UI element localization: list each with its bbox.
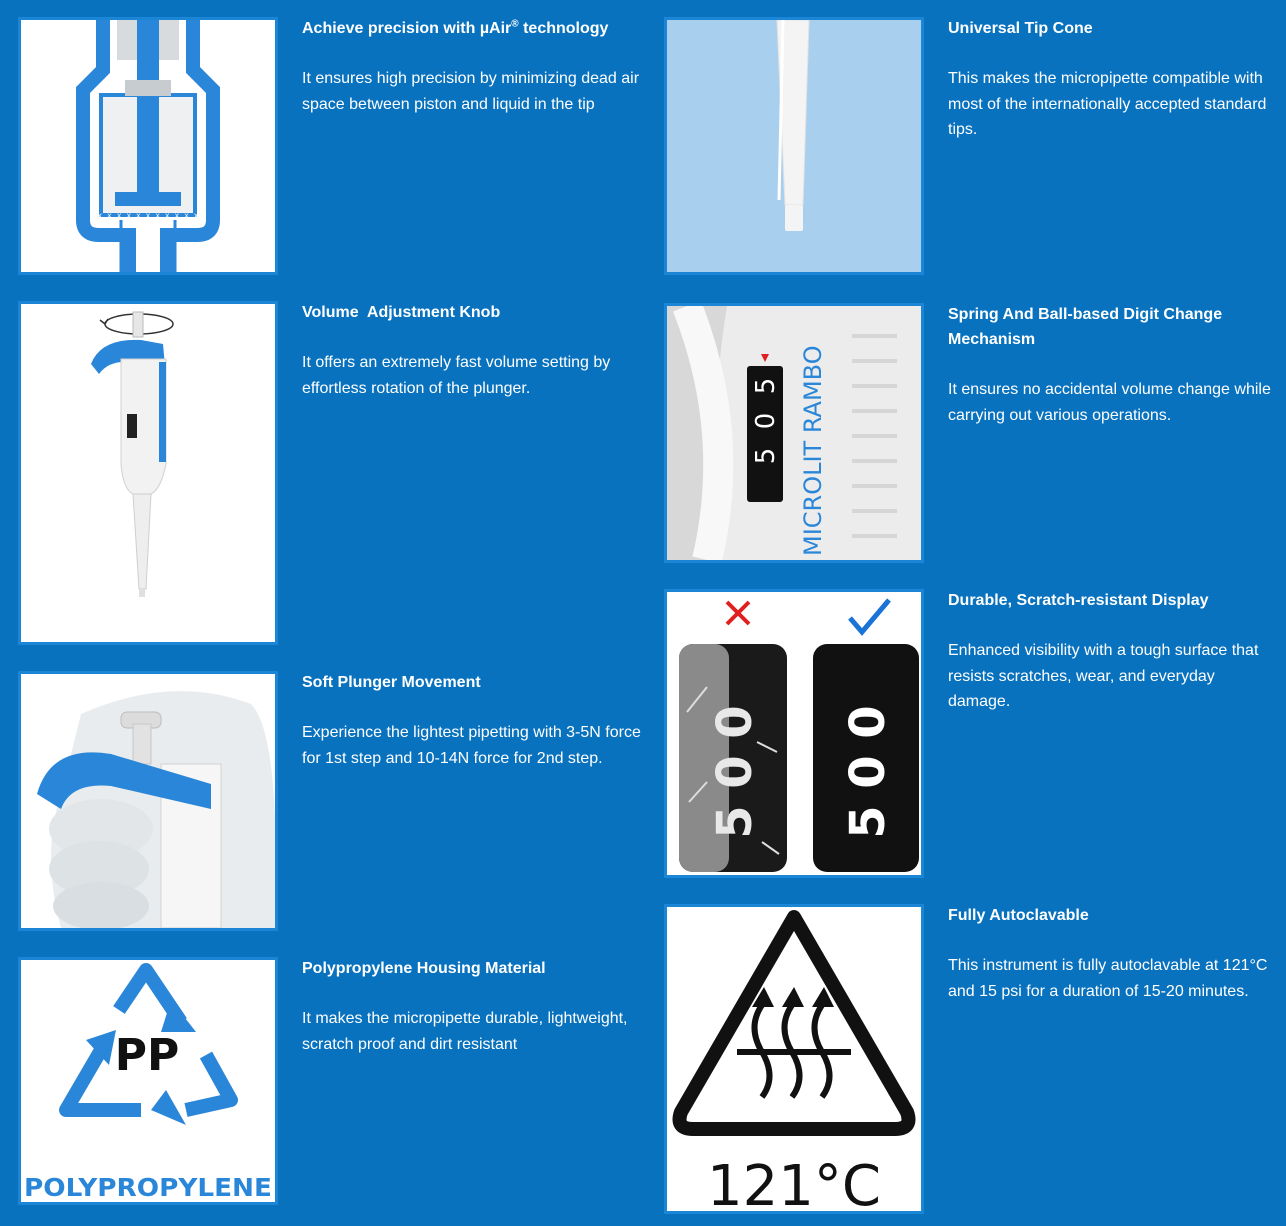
scratched-digit: 0	[707, 755, 763, 789]
display-comparison-image	[664, 589, 924, 878]
recycle-pp-icon	[21, 960, 275, 1202]
feature-digit-mechanism	[948, 302, 1273, 428]
counter-digit: 5	[751, 447, 781, 465]
feature-description: It ensures no accidental volume change while carrying out various operations.	[948, 381, 1271, 424]
feature-volume-knob	[302, 300, 642, 401]
feature-description: Experience the lightest pipetting with 3-5N force for 1st step and 10-14N force for 2nd step.	[302, 724, 641, 767]
temperature-label: 121°C	[707, 1154, 881, 1211]
feature-title: Spring And Ball-based Digit Change Mechanism	[948, 306, 1223, 348]
tip-cone-icon	[667, 20, 921, 272]
feature-soft-plunger	[302, 670, 642, 771]
feature-description: This instrument is fully autoclavable at 121°C and 15 psi for a duration of 15-20 minutes.	[948, 957, 1268, 1000]
feature-description: Enhanced visibility with a tough surface that resists scratches, wear, and everyday damage.	[948, 642, 1259, 710]
pp-code: PP	[114, 1030, 180, 1081]
feature-title: Achieve precision with µAir® technology	[302, 18, 609, 37]
brand-label: MICROLIT RAMBO	[799, 345, 827, 556]
micropipette-image	[18, 301, 278, 645]
pp-caption: POLYPROPYLENE	[24, 1173, 272, 1202]
autoclave-icon	[667, 907, 921, 1211]
clear-digit: 0	[840, 755, 896, 789]
counter-digit: 0	[751, 412, 781, 430]
feature-scratch-resistant	[948, 588, 1273, 715]
feature-title: Polypropylene Housing Material	[302, 960, 546, 977]
feature-title: Durable, Scratch-resistant Display	[948, 592, 1209, 609]
tip-cone-image	[664, 17, 924, 275]
piston-diagram-image	[18, 17, 278, 275]
counter-digit: 5	[751, 377, 781, 395]
scratched-digit: 5	[707, 805, 763, 839]
feature-description: It makes the micropipette durable, lightweight, scratch proof and dirt resistant	[302, 1010, 628, 1053]
feature-uair	[302, 16, 642, 117]
scratched-digit: 0	[707, 705, 763, 739]
feature-tip-cone	[948, 16, 1273, 143]
feature-description: It ensures high precision by minimizing dead air space between piston and liquid in the tip	[302, 70, 640, 113]
feature-description: It offers an extremely fast volume setting by effortless rotation of the plunger.	[302, 354, 611, 397]
display-comparison-icon	[667, 592, 921, 875]
feature-polypropylene	[302, 956, 642, 1057]
feature-description: This makes the micropipette compatible with most of the internationally accepted standard tips.	[948, 70, 1267, 138]
autoclave-image	[664, 904, 924, 1214]
clear-digit: 0	[840, 705, 896, 739]
feature-title: Fully Autoclavable	[948, 907, 1089, 924]
piston-cross-section-icon	[21, 20, 275, 272]
hand-plunger-icon	[21, 674, 275, 928]
polypropylene-image	[18, 957, 278, 1205]
digit-counter-image	[664, 303, 924, 563]
svg-text:x x x x x x x x x x x: x x x x x x x x x x x	[97, 211, 199, 220]
feature-title: Volume Adjustment Knob	[302, 304, 501, 321]
feature-title: Soft Plunger Movement	[302, 674, 481, 691]
digit-counter-icon	[667, 306, 921, 560]
feature-title: Universal Tip Cone	[948, 20, 1093, 37]
hand-plunger-image	[18, 671, 278, 931]
micropipette-icon	[21, 304, 275, 642]
feature-autoclavable	[948, 903, 1273, 1004]
clear-digit: 5	[840, 805, 896, 839]
